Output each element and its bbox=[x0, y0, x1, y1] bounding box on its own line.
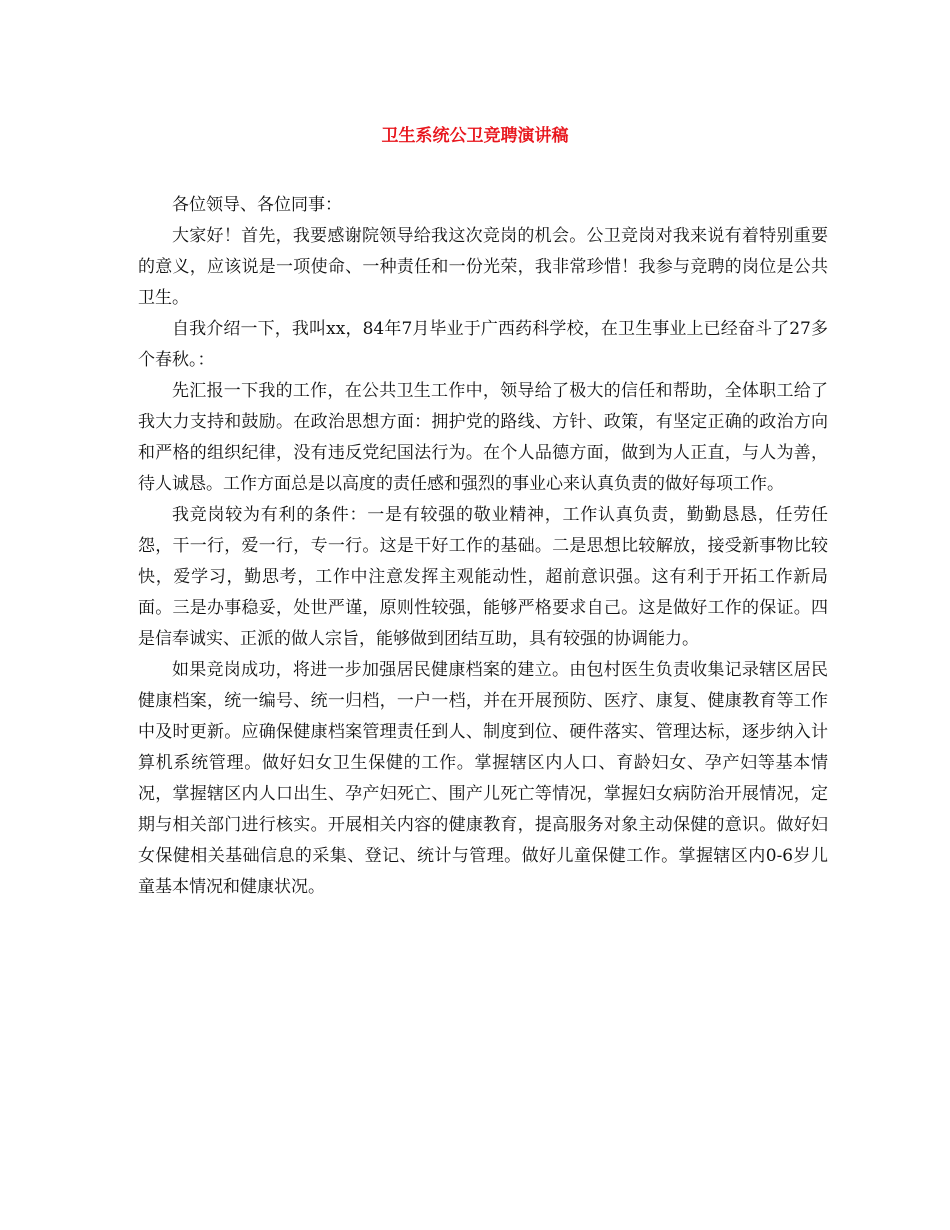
document-body bbox=[138, 190, 828, 903]
salutation-paragraph: 各位领导、各位同事： bbox=[172, 195, 342, 215]
greeting-paragraph: 大家好！首先，我要感谢院领导给我这次竞岗的机会。公卫竞岗对我来说有着特别重要的意义，应该说是一项使命、一种责任和一份光荣，我非常珍惜！我参与竞聘的岗位是公共卫生。 bbox=[138, 226, 828, 308]
self-introduction-paragraph: 自我介绍一下，我叫xx，84年7月毕业于广西药科学校，在卫生事业上已经奋斗了27多个春秋。： bbox=[138, 319, 828, 370]
advantages-paragraph: 我竞岗较为有利的条件：一是有较强的敬业精神，工作认真负责，勤勤恳恳，任劳任怨，干一行，爱一行，专一行。这是干好工作的基础。二是思想比较解放，接受新事物比较快，爱学习，勤思考，工作中注意发挥主观能动性，超前意识强。这有利于开拓工作新局面。三是办事稳妥，处世严谨，原则性较强，能够严格要求自己。这是做好工作的保证。四是信奉诚实、正派的做人宗旨，能够做到团结互助，具有较强的协调能力。 bbox=[138, 505, 828, 649]
plan-paragraph: 如果竞岗成功，将进一步加强居民健康档案的建立。由包村医生负责收集记录辖区居民健康档案，统一编号、统一归档，一户一档，并在开展预防、医疗、康复、健康教育等工作中及时更新。应确保健康档案管理责任到人、制度到位、硬件落实、管理达标，逐步纳入计算机系统管理。做好妇女卫生保健的工作。掌握辖区内人口、育龄妇女、孕产妇等基本情况，掌握辖区内人口出生、孕产妇死亡、围产儿死亡等情况，掌握妇女病防治开展情况，定期与相关部门进行核实。开展相关内容的健康教育，提高服务对象主动保健的意识。做好妇女保健相关基础信息的采集、登记、统计与管理。做好儿童保健工作。掌握辖区内0-6岁儿童基本情况和健康状况。 bbox=[138, 660, 828, 897]
document-title: 卫生系统公卫竞聘演讲稿 bbox=[381, 126, 569, 146]
work-report-paragraph: 先汇报一下我的工作，在公共卫生工作中，领导给了极大的信任和帮助，全体职工给了我大力支持和鼓励。在政治思想方面：拥护党的路线、方针、政策，有坚定正确的政治方向和严格的组织纪律，没有违反党纪国法行为。在个人品德方面，做到为人正直，与人为善，待人诚恳。工作方面总是以高度的责任感和强烈的事业心来认真负责的做好每项工作。 bbox=[138, 381, 828, 494]
